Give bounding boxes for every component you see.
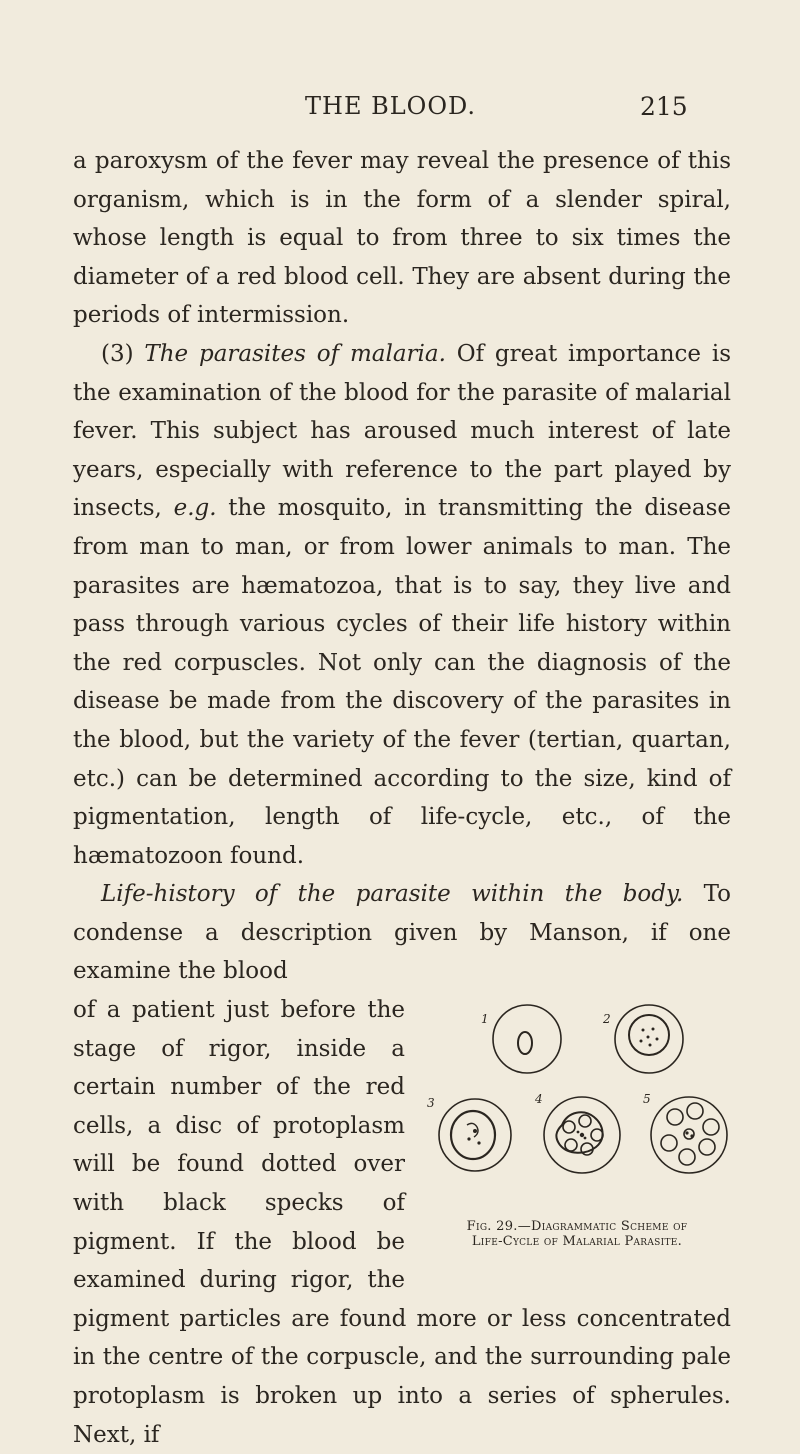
label-5: 5 [643, 1092, 651, 1107]
figure-caption [417, 1219, 737, 1249]
cell-3-large-disc [439, 1099, 511, 1171]
subsection-title: Life-history of the parasite within the body. [101, 881, 684, 908]
cell-5-spherules [651, 1097, 727, 1173]
figure-29 [417, 995, 737, 1265]
paragraph-2-text-b: the mosquito, in transmitting the disease from man to man, or from lower animals to man. The parasites are hæmatozoa, that is to say, they live and pass through various cycles of their life history within the red corpuscles. Not only can the diagnosis of the disease be made from the discovery of the parasites in the blood, but the variety of the fever (tertian, quartan, etc.) can be determined according to the size, kind of pigmentation, length of life-cycle, etc., of the hæmatozoon found. [73, 495, 731, 869]
label-3: 3 [427, 1096, 435, 1111]
cell-1-ring-stage [493, 1005, 561, 1073]
page-number: 215 [640, 92, 688, 121]
paragraph-1 [73, 142, 731, 335]
paragraph-3-intro [73, 875, 731, 991]
label-4: 4 [535, 1092, 543, 1107]
page-header [0, 92, 800, 132]
eg-abbrev: e.g. [173, 495, 217, 522]
caption-line-2: Life-Cycle of Malarial Parasite. [471, 1234, 683, 1250]
section-number: (3) [101, 340, 145, 367]
paragraph-1-text: a paroxysm of the fever may reveal the presence of this organism, which is in the form of a slender spiral, whose length is equal to from three to six times the diameter of a red blood cell. They are absent during the periods of intermission. [73, 148, 731, 329]
caption-line-1: Fig. 29.—Diagrammatic Scheme of [466, 1219, 688, 1235]
running-head: THE BLOOD. [305, 92, 477, 120]
paragraph-3-text-a: To condense a description given by Manson, if one examine the blood [73, 881, 731, 985]
cell-4-segmenting [544, 1097, 620, 1173]
label-1: 1 [481, 1012, 489, 1027]
paragraph-3-text-b: of a patient just before the stage of rigor, inside a certain number of the red cells, a disc of protoplasm will be found dotted over with black specks of pigment. If the blood be examined during rigor, the pigment particles are found more or less concentrated in the centre of the corpuscle, and the surrounding pale protoplasm is broken up into a series of spherules. Next, if [73, 997, 731, 1448]
label-2: 2 [603, 1012, 611, 1027]
body-text [73, 142, 731, 1454]
cell-2-pigmented-stage [615, 1005, 683, 1073]
paragraph-2 [73, 335, 731, 875]
paragraph-2-text-a: Of great importance is the examination of the blood for the parasite of malarial fever. This subject has aroused much interest of late years, especially with reference to the part played by insects, [73, 340, 732, 522]
section-title: The parasites of malaria. [144, 340, 446, 367]
life-cycle-diagram [417, 995, 737, 1215]
